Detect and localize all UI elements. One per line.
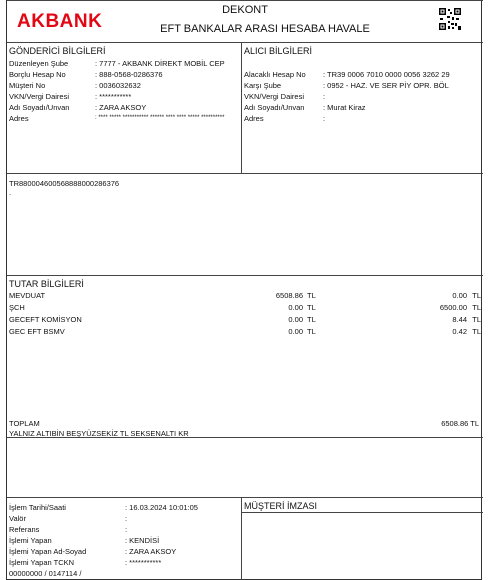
sender-field-value: : **** ***** *********** ****** **** **** ***** **********: [95, 115, 225, 121]
amount-value-2: 0.00: [452, 291, 467, 300]
amount-currency: TL: [307, 291, 316, 300]
amount-label: GEC EFT BSMV: [9, 327, 65, 336]
sender-field-label: VKN/Vergi Dairesi: [9, 92, 70, 101]
amount-value: 6508.86: [275, 291, 303, 300]
amount-value: 0.00: [288, 303, 303, 312]
sender-field-label: Borçlu Hesap No: [9, 70, 66, 79]
description-line: TR880004600568888000286376: [9, 179, 120, 188]
amount-currency: TL: [307, 327, 316, 336]
amount-row: [7, 327, 483, 339]
sender-heading: GÖNDERİCİ BİLGİLERİ: [9, 46, 106, 56]
receiver-field-value: : TR39 0006 7010 0000 0056 3262 29: [323, 70, 450, 79]
sender-field-value: : 0036032632: [95, 81, 141, 90]
amount-label: MEVDUAT: [9, 291, 46, 300]
amount-row: [7, 303, 483, 315]
receiver-field-value: :: [323, 114, 326, 123]
description-line: .: [9, 188, 12, 197]
document-title: DEKONT: [222, 4, 268, 16]
sender-field-value: : 7777 - AKBANK DİREKT MOBİL CEP: [95, 59, 225, 68]
total-label: TOPLAM: [9, 419, 40, 428]
transaction-partial-line: 00000000 / 0147114 /: [9, 569, 82, 578]
amount-currency-2: TL: [472, 291, 481, 300]
document-subtitle: EFT BANKALAR ARASI HESABA HAVALE: [160, 23, 370, 35]
transaction-field-value: : 16.03.2024 10:01:05: [125, 503, 198, 512]
amount-value-2: 0.42: [452, 327, 467, 336]
receiver-field-label: Karşı Şube: [244, 81, 282, 90]
receiver-field-value: : 0952 - HAZ. VE SER PİY OPR. BÖL: [323, 81, 449, 90]
transaction-field-value: : ZARA AKSOY: [125, 547, 177, 556]
amount-row: [7, 291, 483, 303]
amount-currency-2: TL: [472, 303, 481, 312]
sender-field-value: : ZARA AKSOY: [95, 103, 147, 112]
transaction-field-label: Referans: [9, 525, 40, 534]
amount-label: ŞCH: [9, 303, 25, 312]
amount-currency: TL: [307, 315, 316, 324]
receiver-field-label: Adres: [244, 114, 264, 123]
sender-field-label: Düzenleyen Şube: [9, 59, 69, 68]
amount-row: [7, 315, 483, 327]
receiver-field-value: : Murat Kiraz: [323, 103, 366, 112]
receipt-document: [6, 0, 482, 580]
sender-field-label: Adı Soyadı/Unvan: [9, 103, 70, 112]
sender-field-value: : 888-0568-0286376: [95, 70, 163, 79]
transaction-field-label: Valör: [9, 514, 26, 523]
qr-code-icon: [439, 8, 461, 30]
sender-field-label: Müşteri No: [9, 81, 46, 90]
receiver-field-label: Alacaklı Hesap No: [244, 70, 306, 79]
transaction-field-value: : KENDİSİ: [125, 536, 160, 545]
amount-value: 0.00: [288, 327, 303, 336]
receiver-heading: ALICI BİLGİLERİ: [244, 46, 313, 56]
amount-currency-2: TL: [472, 315, 481, 324]
transaction-field-value: :: [125, 525, 128, 534]
amount-value-2: 6500.00: [439, 303, 467, 312]
sender-field-label: Adres: [9, 114, 29, 123]
amount-value: 0.00: [288, 315, 303, 324]
akbank-logo: AKBANK: [17, 11, 103, 32]
signature-heading: MÜŞTERİ İMZASI: [244, 501, 318, 511]
receiver-field-label: VKN/Vergi Dairesi: [244, 92, 305, 101]
transaction-field-value: :: [125, 514, 128, 523]
amount-label: GECEFT KOMİSYON: [9, 315, 82, 324]
transaction-field-label: İşlemi Yapan: [9, 536, 52, 545]
amount-value-2: 8.44: [452, 315, 467, 324]
transaction-field-value: : ***********: [125, 558, 162, 567]
amounts-heading: TUTAR BİLGİLERİ: [9, 279, 84, 289]
transaction-field-label: İşlemi Yapan Ad-Soyad: [9, 547, 87, 556]
total-in-words: YALNIZ ALTIBİN BEŞYÜZSEKİZ TL SEKSENALTI KR: [9, 429, 189, 438]
transaction-field-label: İşlemi Yapan TCKN: [9, 558, 75, 567]
sender-field-value: : ***********: [95, 92, 132, 101]
amount-currency: TL: [307, 303, 316, 312]
amount-currency-2: TL: [472, 327, 481, 336]
receiver-field-label: Adı Soyadı/Unvan: [244, 103, 305, 112]
total-value: 6508.86 TL: [441, 419, 479, 428]
receiver-field-value: :: [323, 92, 326, 101]
transaction-field-label: İşlem Tarihi/Saati: [9, 503, 66, 512]
